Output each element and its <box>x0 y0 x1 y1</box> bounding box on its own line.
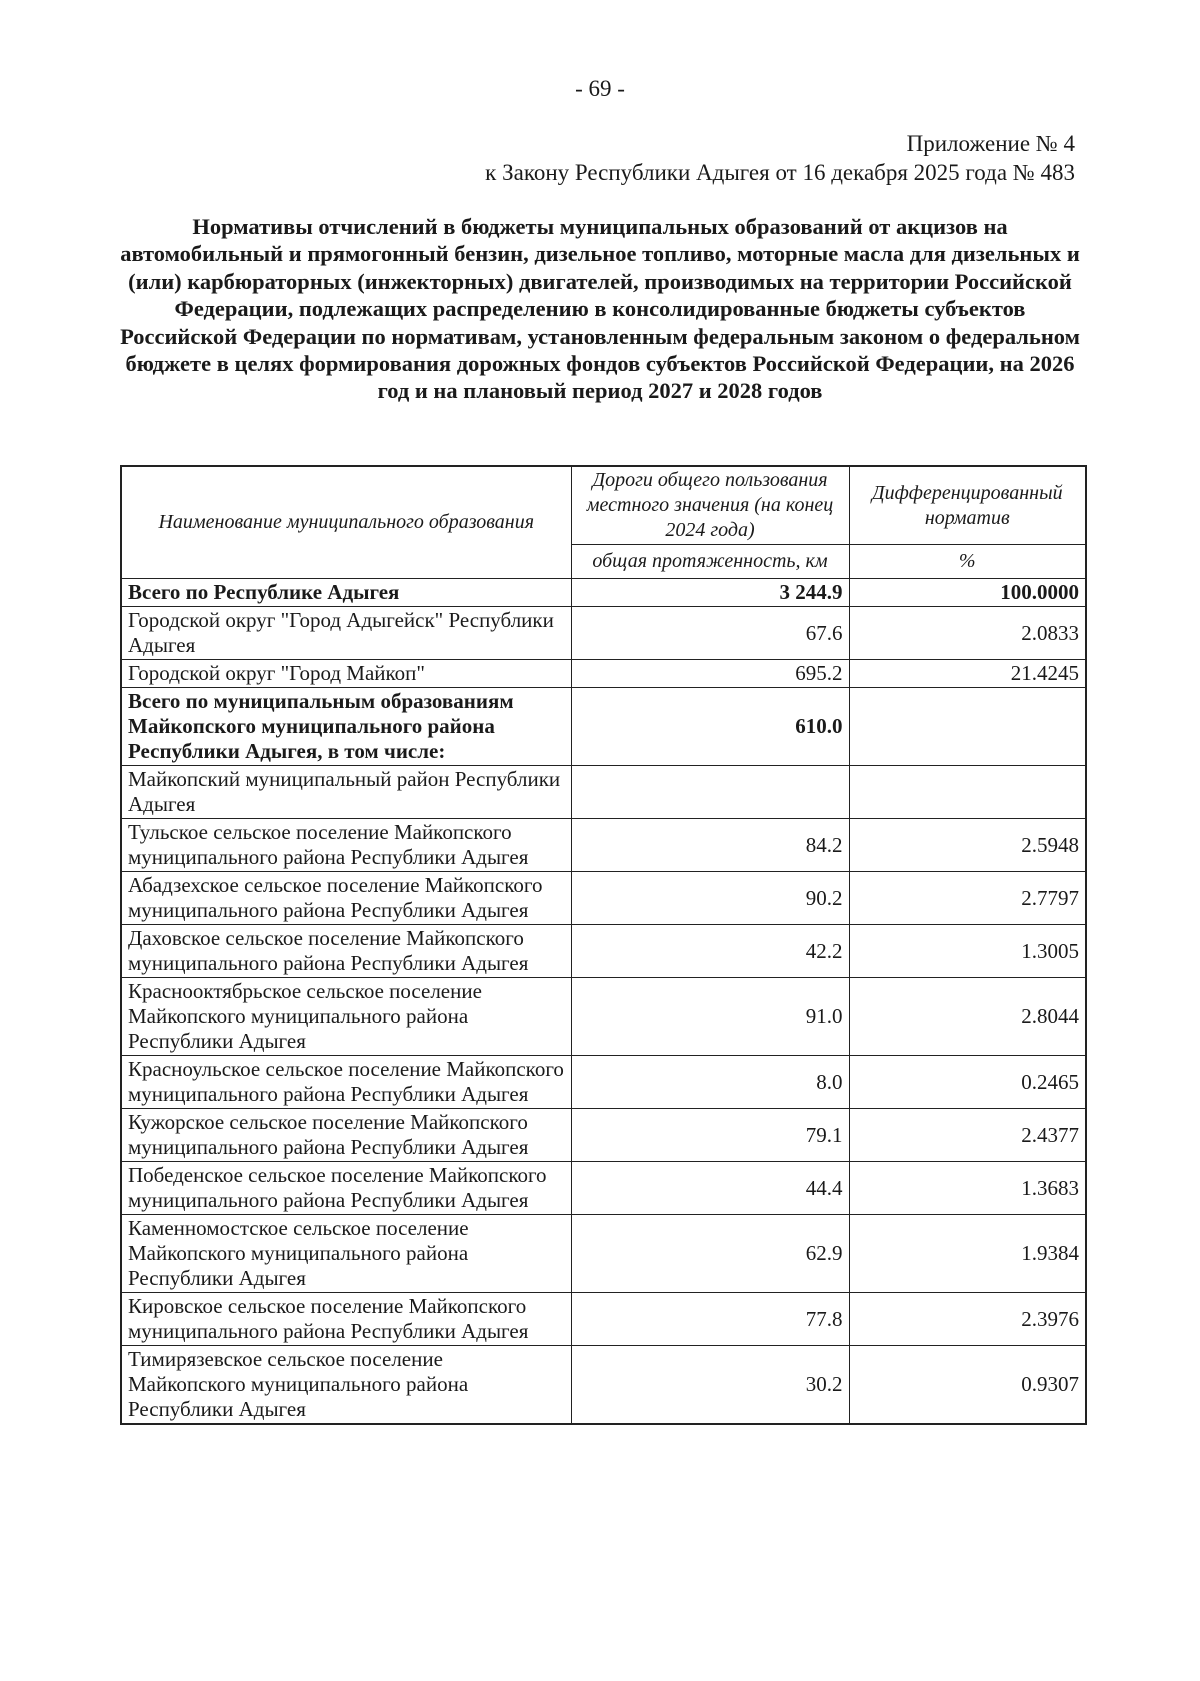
table-row <box>121 819 1086 872</box>
municipality-name-cell: Каменномостское сельское поселение Майкопского муниципального района Республики Адыгея <box>121 1215 571 1293</box>
norm-percent-cell: 1.3683 <box>849 1162 1086 1215</box>
norm-percent-cell: 2.4377 <box>849 1109 1086 1162</box>
road-length-cell: 42.2 <box>571 925 849 978</box>
norm-percent-cell: 2.0833 <box>849 607 1086 660</box>
road-length-cell: 62.9 <box>571 1215 849 1293</box>
municipality-name-cell: Городской округ "Город Адыгейск" Республики Адыгея <box>121 607 571 660</box>
table-row <box>121 1162 1086 1215</box>
norm-percent-cell: 1.3005 <box>849 925 1086 978</box>
municipality-name-cell: Майкопский муниципальный район Республики Адыгея <box>121 766 571 819</box>
header-norm: Дифференцированный норматив <box>849 466 1086 545</box>
table-row <box>121 688 1086 766</box>
table-row <box>121 1293 1086 1346</box>
header-municipality-name: Наименование муниципального образования <box>121 466 571 579</box>
norms-table <box>120 465 1087 1425</box>
norm-percent-cell: 2.3976 <box>849 1293 1086 1346</box>
appendix-label: Приложение № 4 <box>906 131 1075 156</box>
road-length-cell: 3 244.9 <box>571 579 849 607</box>
municipality-name-cell: Победенское сельское поселение Майкопского муниципального района Республики Адыгея <box>121 1162 571 1215</box>
norm-percent-cell <box>849 688 1086 766</box>
municipality-name-cell: Красноульское сельское поселение Майкопского муниципального района Республики Адыгея <box>121 1056 571 1109</box>
norm-percent-cell: 2.5948 <box>849 819 1086 872</box>
document-title: Нормативы отчислений в бюджеты муниципальных образований от акцизов на автомобильный и прямогонный бензин, дизельное топливо, моторные масла для дизельных и (или) карбюраторных (инжекторных) двигателей, производимых на территории Российской Федерации, подлежащих распределению в консолидированные бюджеты субъектов Российской Федерации по нормативам, установленным федеральным законом о федеральном бюджете в целях формирования дорожных фондов субъектов Российской Федерации, на 2026 год и на плановый период 2027 и 2028 годов <box>120 214 1080 404</box>
municipality-name-cell: Тимирязевское сельское поселение Майкопского муниципального района Республики Адыгея <box>121 1346 571 1425</box>
table-row <box>121 607 1086 660</box>
municipality-name-cell: Абадзехское сельское поселение Майкопского муниципального района Республики Адыгея <box>121 872 571 925</box>
norm-percent-cell: 100.0000 <box>849 579 1086 607</box>
road-length-cell: 84.2 <box>571 819 849 872</box>
road-length-cell: 44.4 <box>571 1162 849 1215</box>
table-row <box>121 766 1086 819</box>
norm-percent-cell: 0.2465 <box>849 1056 1086 1109</box>
road-length-cell: 67.6 <box>571 607 849 660</box>
table-row <box>121 660 1086 688</box>
header-percent-unit: % <box>849 545 1086 579</box>
municipality-name-cell: Всего по Республике Адыгея <box>121 579 571 607</box>
table-row <box>121 925 1086 978</box>
road-length-cell <box>571 766 849 819</box>
norm-percent-cell: 21.4245 <box>849 660 1086 688</box>
norm-percent-cell: 1.9384 <box>849 1215 1086 1293</box>
norms-table-body <box>121 466 1086 1424</box>
norm-percent-cell: 2.8044 <box>849 978 1086 1056</box>
municipality-name-cell: Кировское сельское поселение Майкопского муниципального района Республики Адыгея <box>121 1293 571 1346</box>
header-length-unit: общая протяженность, км <box>571 545 849 579</box>
table-row <box>121 1109 1086 1162</box>
road-length-cell: 30.2 <box>571 1346 849 1425</box>
road-length-cell: 91.0 <box>571 978 849 1056</box>
table-header-row <box>121 466 1086 545</box>
table-row <box>121 978 1086 1056</box>
norm-percent-cell: 0.9307 <box>849 1346 1086 1425</box>
header-roads: Дороги общего пользования местного значения (на конец 2024 года) <box>571 466 849 545</box>
table-row <box>121 1056 1086 1109</box>
municipality-name-cell: Всего по муниципальным образованиям Майкопского муниципального района Республики Адыгея, в том числе: <box>121 688 571 766</box>
road-length-cell: 90.2 <box>571 872 849 925</box>
table-row <box>121 1215 1086 1293</box>
appendix-law-reference: к Закону Республики Адыгея от 16 декабря 2025 года № 483 <box>485 160 1075 185</box>
road-length-cell: 695.2 <box>571 660 849 688</box>
road-length-cell: 79.1 <box>571 1109 849 1162</box>
road-length-cell: 77.8 <box>571 1293 849 1346</box>
norm-percent-cell <box>849 766 1086 819</box>
municipality-name-cell: Кужорское сельское поселение Майкопского муниципального района Республики Адыгея <box>121 1109 571 1162</box>
municipality-name-cell: Тульское сельское поселение Майкопского муниципального района Республики Адыгея <box>121 819 571 872</box>
municipality-name-cell: Даховское сельское поселение Майкопского муниципального района Республики Адыгея <box>121 925 571 978</box>
table-row <box>121 872 1086 925</box>
norm-percent-cell: 2.7797 <box>849 872 1086 925</box>
road-length-cell: 610.0 <box>571 688 849 766</box>
page-number: - 69 - <box>575 76 625 101</box>
municipality-name-cell: Краснооктябрьское сельское поселение Майкопского муниципального района Республики Адыгея <box>121 978 571 1056</box>
table-row <box>121 579 1086 607</box>
municipality-name-cell: Городской округ "Город Майкоп" <box>121 660 571 688</box>
table-row <box>121 1346 1086 1425</box>
road-length-cell: 8.0 <box>571 1056 849 1109</box>
